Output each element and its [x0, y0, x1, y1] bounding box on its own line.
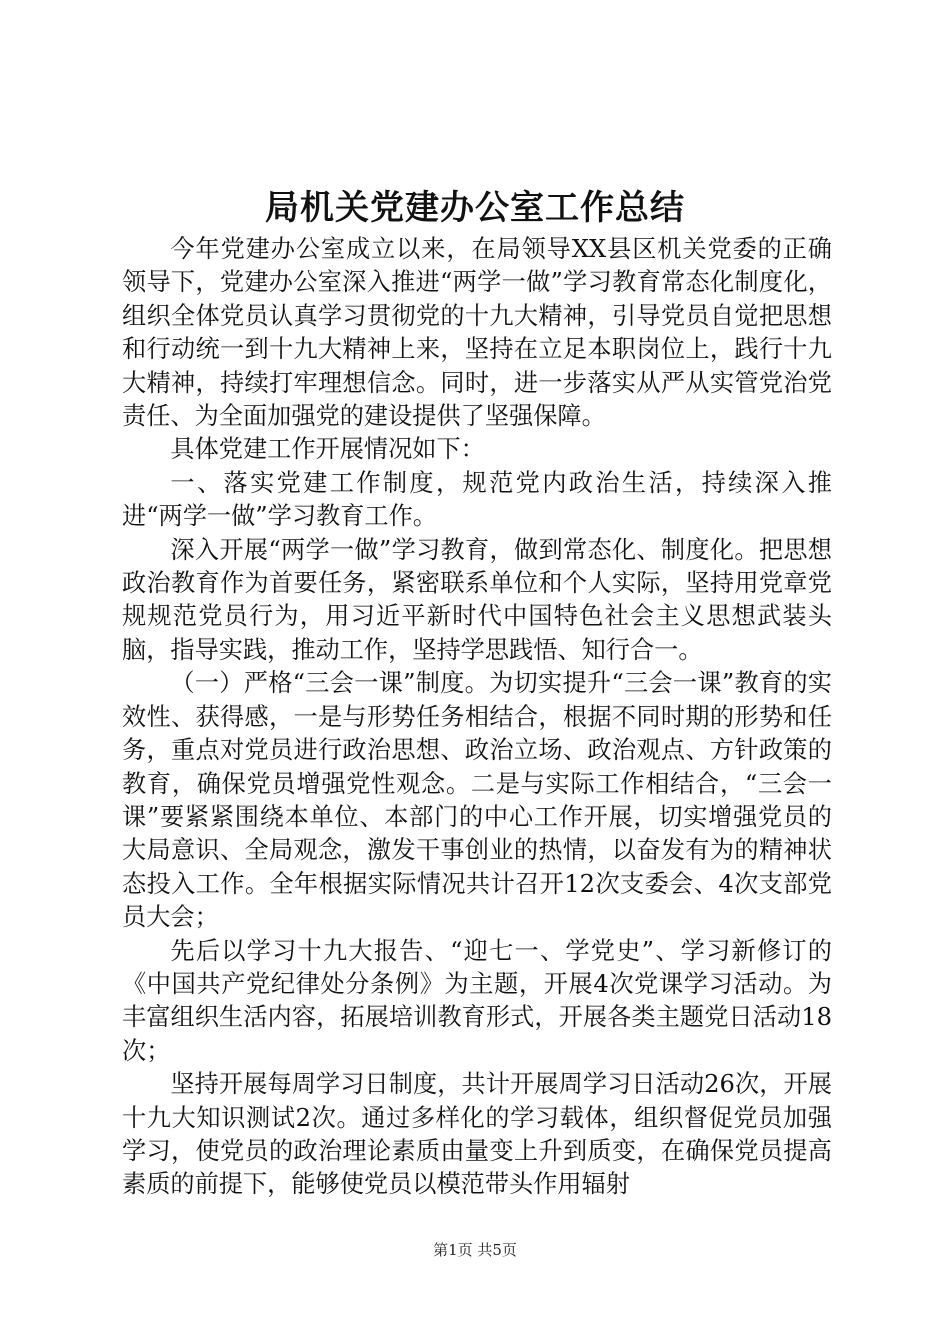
paragraph-intro: 今年党建办公室成立以来，在局领导XX县区机关党委的正确领导下，党建办公室深入推进“两学一做”学习教育常态化制度化，组织全体党员认真学习贯彻党的十九大精神，引导党员自觉把思想和行动统一到十九大精神上来，坚持在立足本职岗位上，践行十九大精神，持续打牢理想信念。同时，进一步落实从严从实管党治党责任、为全面加强党的建设提供了坚强保障。: [122, 235, 832, 431]
document-title: 局机关党建办公室工作总结: [265, 188, 685, 228]
paragraph-weekly-study: 坚持开展每周学习日制度，共计开展周学习日活动26次，开展十九大知识测试2次。通过多样化的学习载体，组织督促党员加强学习，使党员的政治理论素质由量变上升到质变，在确保党员提高素质的前提下，能够使党员以模范带头作用辐射: [122, 1070, 832, 1199]
page-footer: 第1页 共5页: [433, 1241, 517, 1259]
paragraph-three-meetings: （一）严格“三会一课”制度。为切实提升“三会一课”教育的实效性、获得感，一是与形势任务相结合，根据不同时期的形势和任务，重点对党员进行政治思想、政治立场、政治观点、方针政策的教育，确保党员增强党性观念。二是与实际工作相结合，“三会一课”要紧紧围绕本单位、本部门的中心工作开展，切实增强党员的大局意识、全局观念，激发干事创业的热情，以奋发有为的精神状态投入工作。全年根据实际情况共计召开12次支委会、4次支部党员大会；: [122, 669, 832, 932]
paragraph-party-lectures: 先后以学习十九大报告、“迎七一、学党史”、学习新修订的《中国共产党纪律处分条例》为主题，开展4次党课学习活动。为丰富组织生活内容，拓展培训教育形式，开展各类主题党日活动18次；: [122, 936, 832, 1065]
paragraph-overview: 具体党建工作开展情况如下：: [170, 435, 485, 464]
paragraph-study-education: 深入开展“两学一做”学习教育，做到常态化、制度化。把思想政治教育作为首要任务，紧密联系单位和个人实际，坚持用党章党规规范党员行为，用习近平新时代中国特色社会主义思想武装头脑，指导实践，推动工作，坚持学思践悟、知行合一。: [122, 535, 832, 664]
document-body: [122, 233, 832, 1202]
paragraph-section-heading: 一、落实党建工作制度，规范党内政治生活，持续深入推进“两学一做”学习教育工作。: [122, 468, 832, 531]
